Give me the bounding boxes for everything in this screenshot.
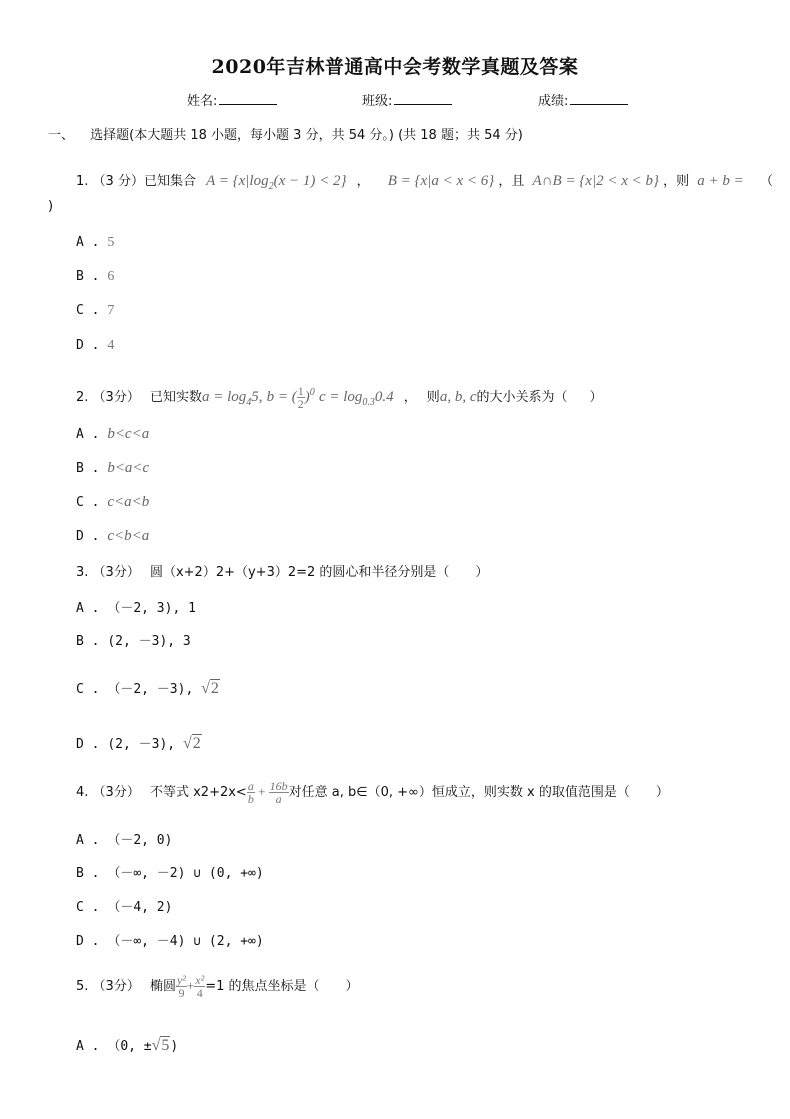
option-value: （－∞, －2) ∪ (0, +∞) xyxy=(107,866,264,881)
option-value: （－2, 3), 1 xyxy=(107,601,196,616)
class-blank xyxy=(394,92,452,105)
option-1c[interactable] xyxy=(76,303,114,319)
question-3 xyxy=(76,561,488,580)
option-3a[interactable] xyxy=(76,597,196,616)
score-label: 成绩: xyxy=(538,94,569,109)
option-value: （－4, 2) xyxy=(107,900,173,915)
question-text: 圆（x+2）2+（y+3）2=2 的圆心和半径分别是（ ） xyxy=(149,565,489,580)
question-score: （3分） xyxy=(92,389,140,405)
option-1d[interactable] xyxy=(76,338,114,354)
question-text: ，且 xyxy=(498,174,525,189)
math-intersection: A∩B = {x|2 < x < b} xyxy=(532,173,659,189)
question-score: （3分） xyxy=(92,979,140,994)
option-2d[interactable] xyxy=(76,528,149,545)
sqrt-2: √2 xyxy=(201,680,219,697)
option-value: (2, －3), xyxy=(107,737,176,752)
option-label: B . xyxy=(76,866,100,881)
question-text: 已知集合 xyxy=(143,174,196,189)
question-text: 不等式 x2+2x< xyxy=(149,785,247,800)
question-text: 对任意 a, b∈（0, +∞）恒成立，则实数 x 的取值范围是（ ） xyxy=(288,785,669,800)
option-label: C . xyxy=(76,682,100,697)
option-5a[interactable] xyxy=(76,1035,178,1055)
question-5 xyxy=(76,974,359,999)
option-4a[interactable] xyxy=(76,829,172,848)
section-heading xyxy=(48,124,523,143)
option-value: 6 xyxy=(107,269,115,284)
question-text: ， xyxy=(403,389,417,405)
option-value: 7 xyxy=(107,303,115,318)
option-value: b<a<c xyxy=(107,460,150,476)
question-score: （3分） xyxy=(92,785,140,800)
class-label: 班级: xyxy=(362,94,393,109)
question-text: ， xyxy=(356,174,370,189)
question-2: 2. （3分） 已知实数$a = \log_45$, b = ( $\frac{1}{2}$ )$^0$ $c = \log_{0.3}0.4$ ， 则a, b, c的大小关系为（ ） xyxy=(76,384,603,411)
option-label: D . xyxy=(76,529,100,544)
option-value: 5 xyxy=(107,235,115,250)
question-number: 2. xyxy=(76,389,89,405)
option-value: （0, ± xyxy=(107,1039,152,1054)
option-tail: ) xyxy=(170,1039,179,1054)
math-sum: a + b = xyxy=(697,173,744,189)
name-field xyxy=(187,90,277,109)
question-text: ，则 xyxy=(663,174,690,189)
option-label: B . xyxy=(76,461,100,476)
option-label: A . xyxy=(76,601,100,616)
option-1b[interactable] xyxy=(76,269,114,285)
page-title: 2020年吉林普通高中会考数学真题及答案 xyxy=(211,56,579,78)
question-text: 的大小关系为（ xyxy=(476,389,568,405)
math-set-a: $A = \{x|\log_2(x - 1) < 2\}$ xyxy=(206,173,347,192)
option-3c[interactable] xyxy=(76,678,220,698)
question-number: 4. xyxy=(76,785,89,800)
section-title: 选择题(本大题共 18 小题，每小题 3 分，共 54 分。) (共 18 题；共 54 分) xyxy=(90,128,523,143)
name-blank xyxy=(219,92,277,105)
option-value: （－2, 0) xyxy=(107,833,173,848)
option-value: b<c<a xyxy=(107,426,150,442)
question-text: 则 xyxy=(426,389,440,405)
option-value: c<b<a xyxy=(107,528,150,544)
math-abc: a, b, c xyxy=(439,388,477,405)
option-3b[interactable] xyxy=(76,630,191,649)
math-b: b = ( $\frac{1}{2}$ )$^0$ xyxy=(266,384,315,411)
section-number: 一、 xyxy=(48,128,75,143)
option-label: A . xyxy=(76,235,100,250)
question-text: （ xyxy=(759,174,773,189)
option-label: D . xyxy=(76,934,100,949)
option-4c[interactable] xyxy=(76,896,172,915)
question-text: 椭圆 xyxy=(149,979,176,994)
question-number: 1. xyxy=(76,174,89,189)
question-score: （3分） xyxy=(92,565,140,580)
option-value: c<a<b xyxy=(107,494,150,510)
option-value: 4 xyxy=(107,338,115,353)
math-a: $a = \log_45$ xyxy=(201,388,259,408)
option-2b[interactable] xyxy=(76,460,149,477)
option-1a[interactable] xyxy=(76,235,114,251)
option-value: （－2, －3), xyxy=(107,682,194,697)
math-fraction-sum: $\frac{a}{b}$ + $\frac{16b}{a}$ xyxy=(247,779,288,806)
option-label: C . xyxy=(76,303,100,318)
question-text: =1 的焦点坐标是（ ） xyxy=(205,979,359,994)
option-label: A . xyxy=(76,1039,100,1054)
question-number: 3. xyxy=(76,565,89,580)
option-label: B . xyxy=(76,269,100,284)
option-value: (2, －3), 3 xyxy=(107,634,191,649)
question-text: 已知实数 xyxy=(149,389,202,405)
option-label: C . xyxy=(76,495,100,510)
score-field xyxy=(538,90,628,109)
name-label: 姓名: xyxy=(187,94,218,109)
question-text: ） xyxy=(589,389,603,405)
math-c: $c = \log_{0.3}0.4$ xyxy=(318,388,394,408)
question-1-tail: ) xyxy=(48,199,54,214)
question-number: 5. xyxy=(76,979,89,994)
option-label: C . xyxy=(76,900,100,915)
question-1 xyxy=(76,170,773,192)
question-4 xyxy=(76,780,669,805)
option-4b[interactable] xyxy=(76,862,264,881)
sqrt-5: √5 xyxy=(151,1037,170,1054)
question-score: （3 分） xyxy=(92,174,144,189)
option-4d[interactable] xyxy=(76,930,264,949)
class-field xyxy=(362,90,452,109)
option-label: A . xyxy=(76,427,100,442)
option-label: D . xyxy=(76,737,100,752)
option-label: D . xyxy=(76,338,100,353)
score-blank xyxy=(570,92,628,105)
option-label: A . xyxy=(76,833,100,848)
option-3d[interactable] xyxy=(76,733,202,753)
option-value: （－∞, －4) ∪ (2, +∞) xyxy=(107,934,264,949)
option-label: B . xyxy=(76,634,100,649)
option-2c[interactable] xyxy=(76,494,149,511)
option-2a[interactable] xyxy=(76,426,149,443)
math-ellipse: $\frac{\text{y²}}{9}$ + $\frac{\text{x²}}{4}$ xyxy=(176,973,205,1000)
sqrt-2: √2 xyxy=(182,735,201,752)
math-set-b: B = {x|a < x < 6} xyxy=(387,173,495,189)
